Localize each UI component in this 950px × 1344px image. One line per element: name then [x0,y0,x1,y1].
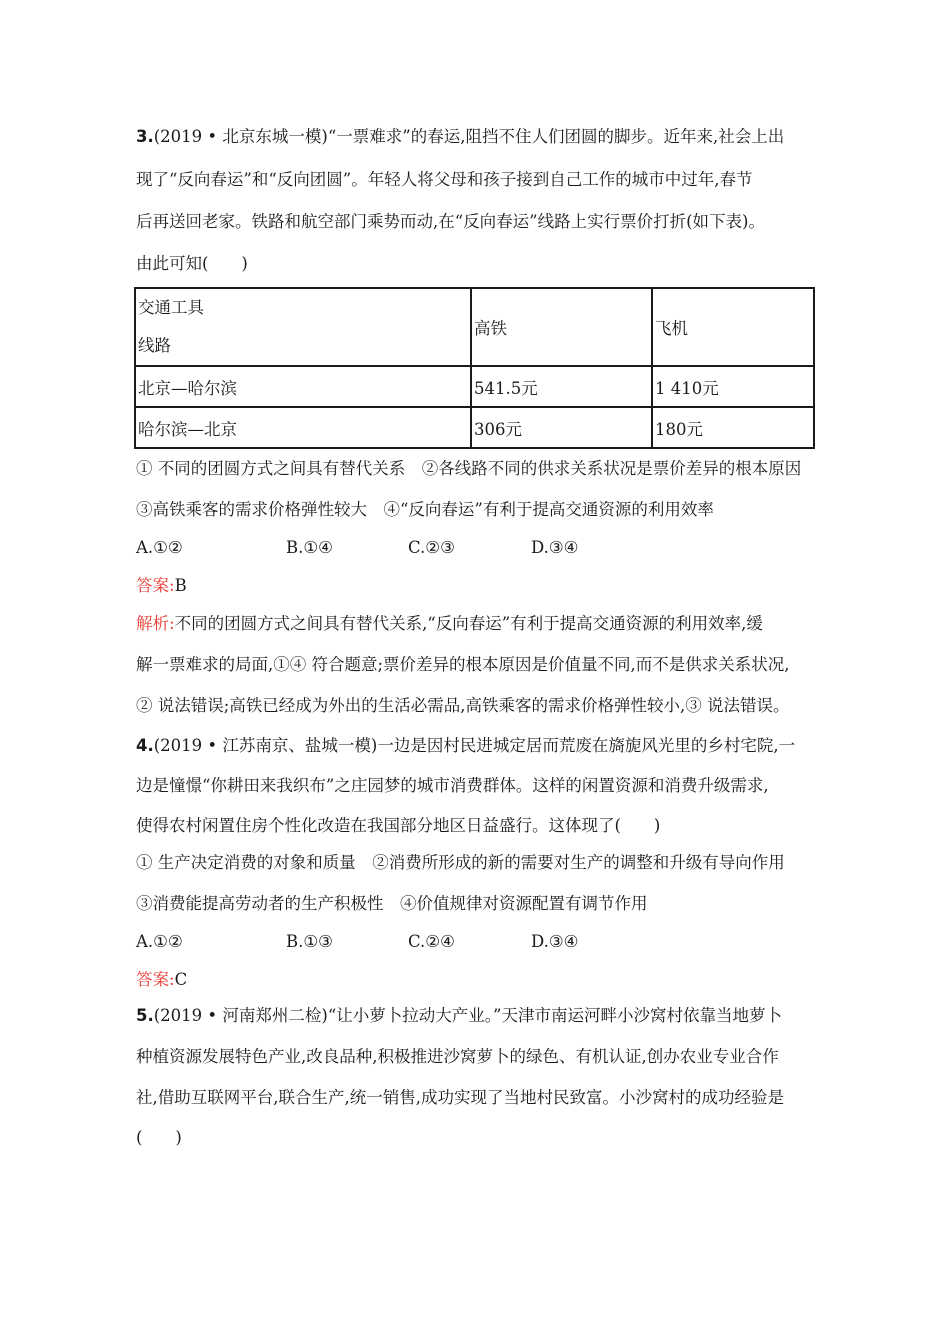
q3-option-a: A.①② [136,538,183,557]
row-plane-price: 1 410元 [652,366,814,407]
q3-line1 [136,127,784,147]
q5-line4: ( ) [136,1128,182,1147]
row-rail-price: 541.5元 [471,366,652,407]
table-row [135,407,814,448]
analysis-text: 不同的团圆方式之间具有替代关系,“反向春运”有利于提高交通资源的利用效率,缓 [174,614,763,633]
q4-statement2: ③消费能提高劳动者的生产积极性 ④价值规律对资源配置有调节作用 [136,894,648,913]
q3-line3: 后再送回老家。铁路和航空部门乘势而动,在“反向春运”线路上实行票价打折(如下表)。 [136,212,765,231]
q5-line1-text: (2019 • 河南郑州二检)“让小萝卜拉动大产业。”天津市南运河畔小沙窝村依靠当地萝卜 [153,1006,782,1025]
header-rail: 高铁 [471,288,652,366]
row-plane-price: 180元 [652,407,814,448]
q4-line2: 边是憧憬“你耕田来我织布”之庄园梦的城市消费群体。这样的闲置资源和消费升级需求, [136,776,769,795]
q3-option-d: D.③④ [531,538,579,557]
q3-statement1: ① 不同的团圆方式之间具有替代关系 ②各线路不同的供求关系状况是票价差异的根本原因 [136,459,802,478]
q4-answer [136,970,187,990]
q3-analysis3: ② 说法错误;高铁已经成为外出的生活必需品,高铁乘客的需求价格弹性较小,③ 说法错误。 [136,696,790,715]
answer-label: 答案: [136,576,175,595]
table-header-corner [135,288,471,366]
q4-line1-text: (2019 • 江苏南京、盐城一模)一边是因村民进城定居而荒废在旖旎风光里的乡村宅院,一 [153,736,796,755]
q4-option-b: B.①③ [286,932,333,951]
q5-line1 [136,1006,782,1026]
row-route: 北京—哈尔滨 [135,366,471,407]
q3-option-c: C.②③ [408,538,455,557]
q4-line1 [136,736,795,756]
header-transport: 交通工具 [138,298,204,317]
header-route: 线路 [138,336,171,355]
row-rail-price: 306元 [471,407,652,448]
q4-option-d: D.③④ [531,932,579,951]
q3-line1-text: (2019 • 北京东城一模)“一票难求”的春运,阻挡不住人们团圆的脚步。近年来,社会上出 [153,127,785,146]
table-row [135,366,814,407]
analysis-label: 解析: [136,614,175,633]
q5-line2: 种植资源发展特色产业,改良品种,积极推进沙窝萝卜的绿色、有机认证,创办农业专业合作 [136,1047,779,1066]
q3-answer [136,576,187,596]
q3-line4: 由此可知( ) [136,254,248,273]
q5-number: 5. [136,1006,154,1025]
q4-statement1: ① 生产决定消费的对象和质量 ②消费所形成的新的需要对生产的调整和升级有导向作用 [136,853,785,872]
q4-number: 4. [136,736,154,755]
q4-line3: 使得农村闲置住房个性化改造在我国部分地区日益盛行。这体现了( ) [136,816,661,835]
answer-label: 答案: [136,970,175,989]
q3-analysis1 [136,614,763,634]
fare-table [134,287,815,449]
q3-number: 3. [136,127,154,146]
q4-option-a: A.①② [136,932,183,951]
q3-analysis2: 解一票难求的局面,①④ 符合题意;票价差异的根本原因是价值量不同,而不是供求关系状况, [136,655,790,674]
q5-line3: 社,借助互联网平台,联合生产,统一销售,成功实现了当地村民致富。小沙窝村的成功经验是 [136,1088,784,1107]
q3-line2: 现了“反向春运”和“反向团圆”。年轻人将父母和孩子接到自己工作的城市中过年,春节 [136,170,753,189]
answer-value: B [174,576,187,595]
table-header-row [135,288,814,366]
q4-option-c: C.②④ [408,932,455,951]
q3-option-b: B.①④ [286,538,333,557]
answer-value: C [174,970,188,989]
row-route: 哈尔滨—北京 [135,407,471,448]
q3-statement2: ③高铁乘客的需求价格弹性较大 ④“反向春运”有利于提高交通资源的利用效率 [136,500,714,519]
header-plane: 飞机 [652,288,814,366]
